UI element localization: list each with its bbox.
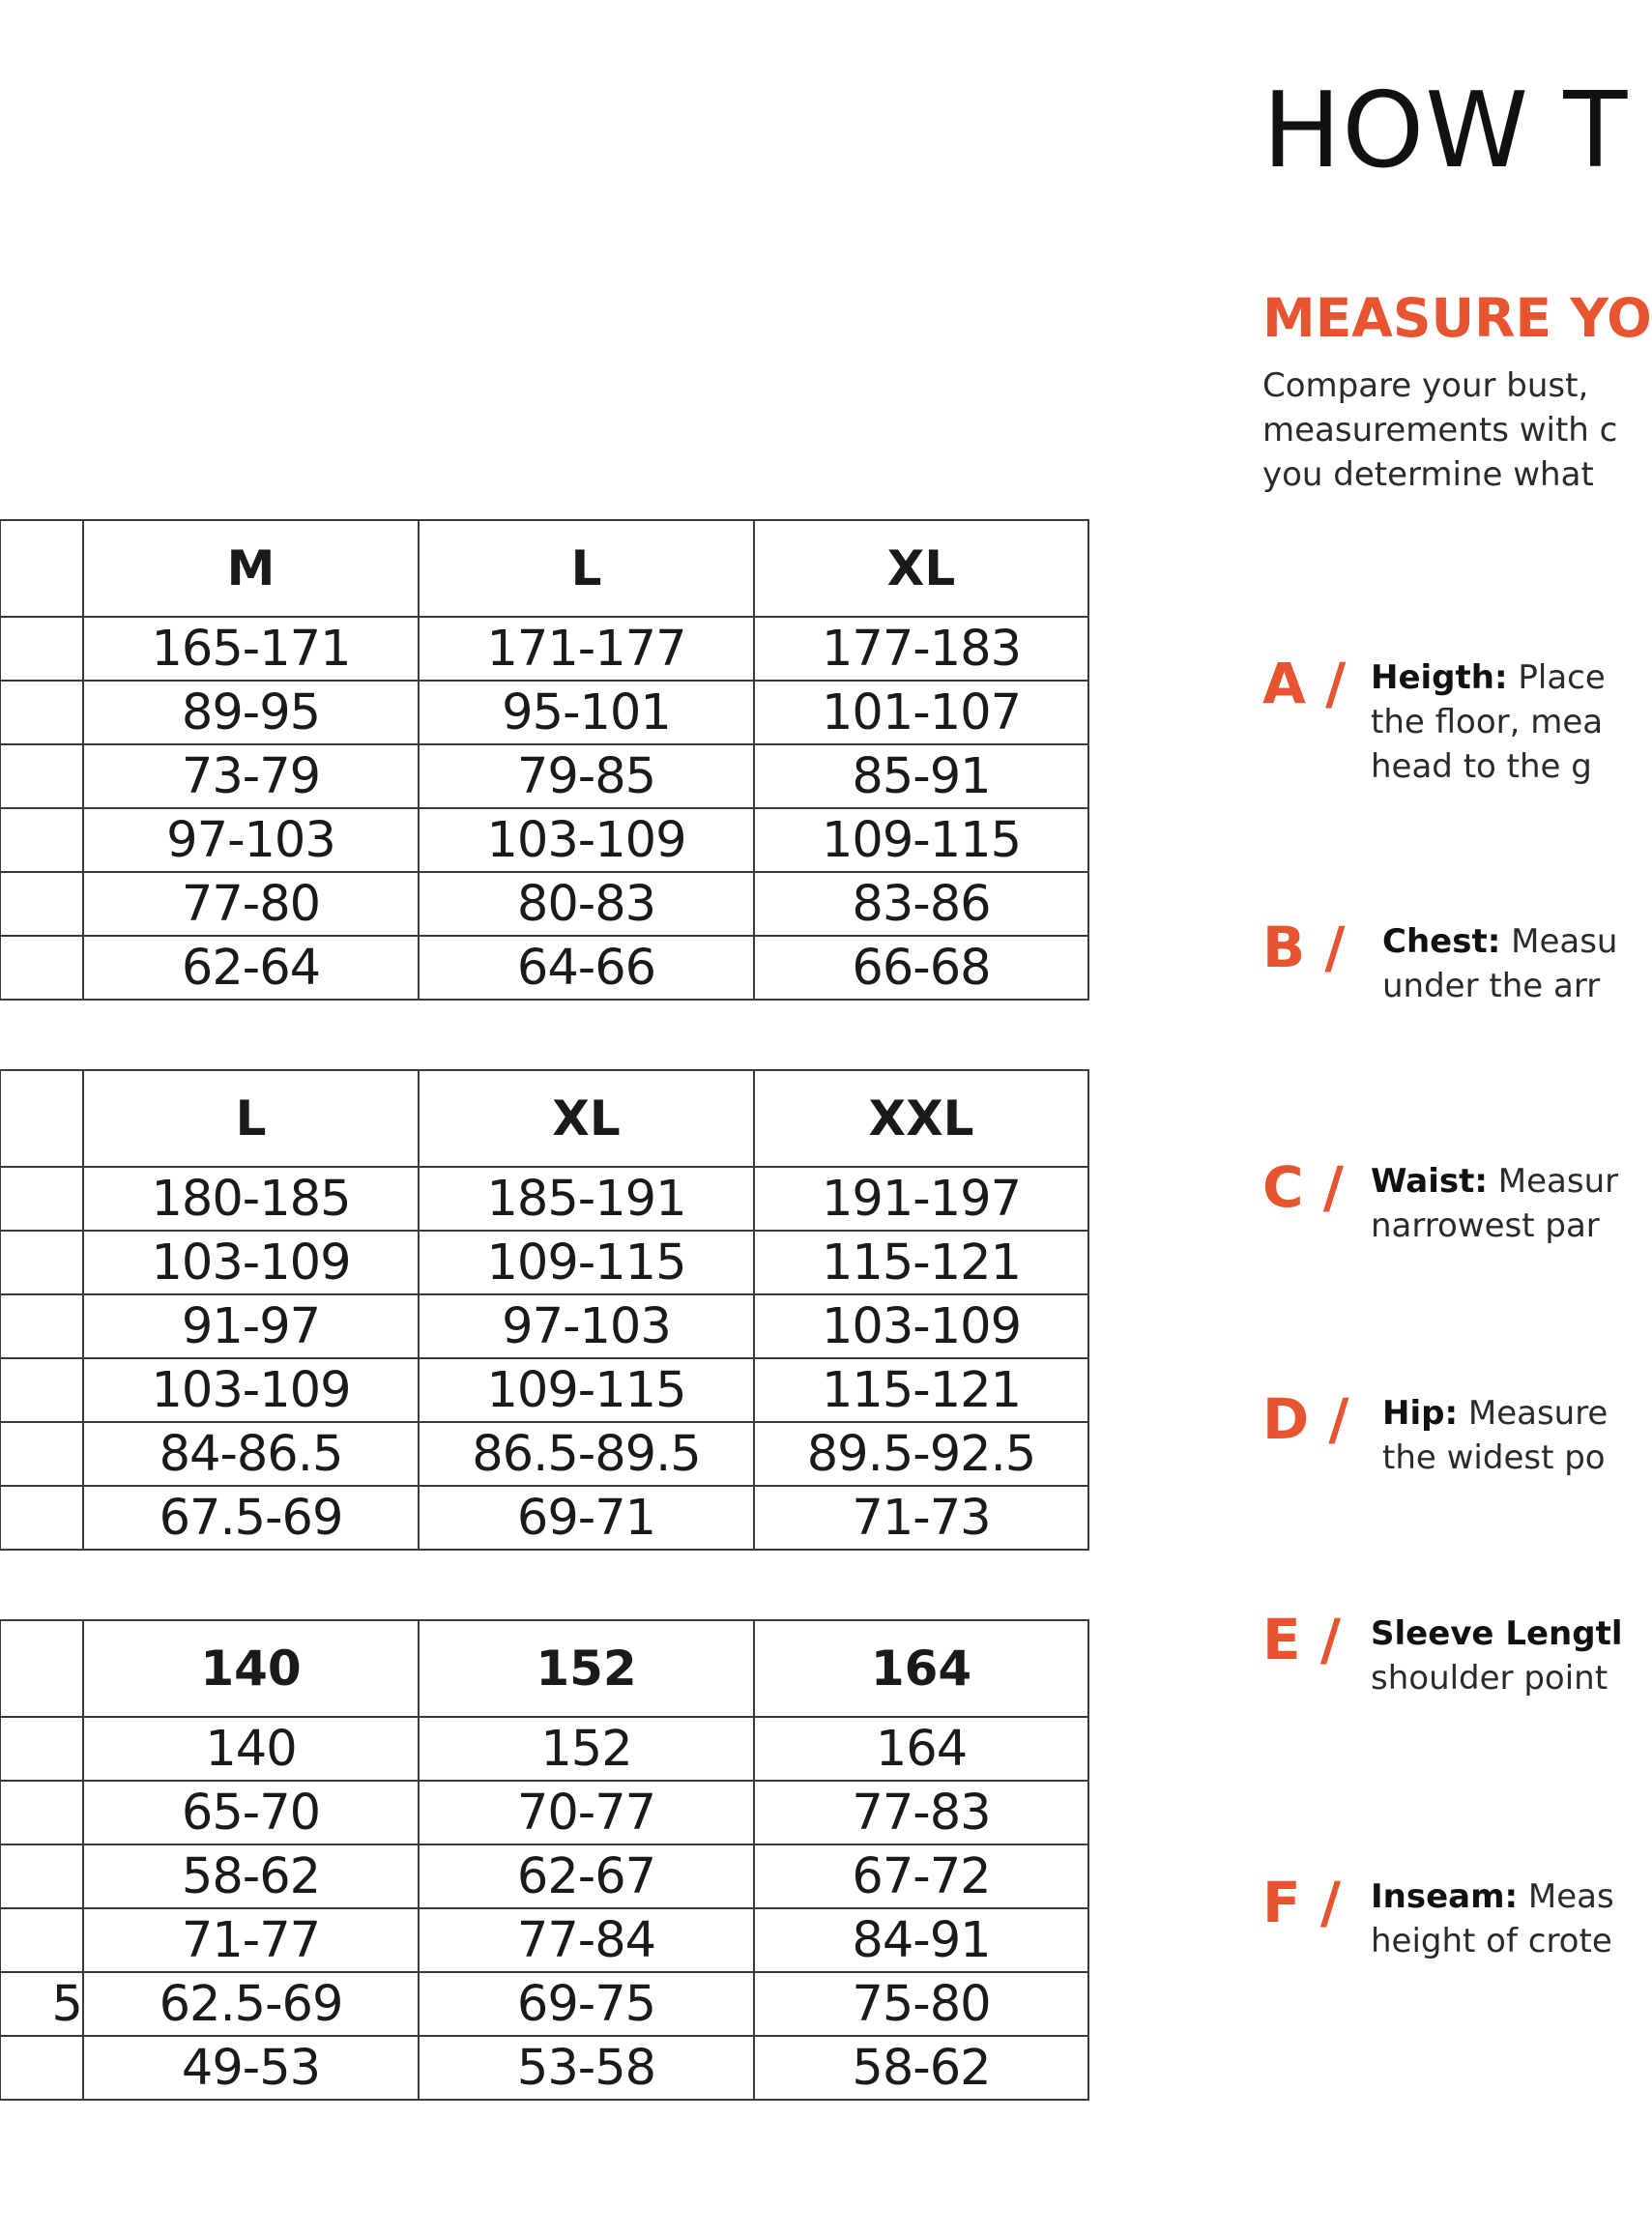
table-cell: 89-95	[83, 681, 419, 744]
table-cell: 71-77	[83, 1908, 419, 1972]
table-cell: 177-183	[754, 617, 1088, 681]
table-cell: 191-197	[754, 1167, 1088, 1231]
step-d-line: Measure	[1458, 1394, 1609, 1433]
table-cell: 49-53	[83, 2036, 419, 2100]
step-d-line: the widest po	[1382, 1438, 1606, 1477]
table-cell: 84-91	[754, 1908, 1088, 1972]
table-cell	[0, 1358, 83, 1422]
table-cell: 71-73	[754, 1486, 1088, 1550]
table-row	[0, 744, 1088, 808]
table-cell: 103-109	[754, 1294, 1088, 1358]
step-c-marker: C /	[1262, 1154, 1344, 1220]
header-cell: L	[83, 1070, 419, 1167]
table-cell: 97-103	[419, 1294, 754, 1358]
table-cell: 115-121	[754, 1231, 1088, 1294]
table-cell: 140	[83, 1717, 419, 1781]
table-cell: 84-86.5	[83, 1422, 419, 1486]
table-cell: 95-101	[419, 681, 754, 744]
table-cell: 109-115	[754, 808, 1088, 872]
table-cell: 5	[0, 1972, 83, 2036]
table-cell: 77-84	[419, 1908, 754, 1972]
step-f-line: Meas	[1518, 1877, 1614, 1916]
table-row	[0, 1422, 1088, 1486]
table-row	[0, 1486, 1088, 1550]
table-cell	[0, 744, 83, 808]
table-cell: 97-103	[83, 808, 419, 872]
table-cell	[0, 1486, 83, 1550]
table-cell: 80-83	[419, 872, 754, 936]
table-row	[0, 681, 1088, 744]
table-cell: 91-97	[83, 1294, 419, 1358]
step-b-text	[1382, 919, 1617, 1008]
table-cell: 164	[754, 1717, 1088, 1781]
table-cell: 73-79	[83, 744, 419, 808]
header-cell: 152	[419, 1620, 754, 1717]
table-cell: 67.5-69	[83, 1486, 419, 1550]
step-c-line: narrowest par	[1371, 1206, 1600, 1245]
table-row	[0, 2036, 1088, 2100]
table-cell: 115-121	[754, 1358, 1088, 1422]
table-cell: 53-58	[419, 2036, 754, 2100]
table-cell	[0, 617, 83, 681]
table-cell: 77-80	[83, 872, 419, 936]
intro-paragraph	[1262, 363, 1617, 497]
table-row	[0, 1972, 1088, 2036]
intro-line: Compare your bust,	[1262, 366, 1589, 405]
step-f-marker: F /	[1262, 1870, 1341, 1935]
size-table-adult-1	[0, 519, 1089, 1001]
step-a-label: Heigth:	[1371, 658, 1508, 697]
table-cell	[0, 1781, 83, 1844]
section-subtitle: MEASURE YO	[1262, 287, 1652, 349]
step-a-line: Place	[1507, 658, 1606, 697]
intro-line: measurements with c	[1262, 411, 1618, 450]
intro-line: you determine what	[1262, 455, 1594, 494]
size-table-kids	[0, 1619, 1089, 2101]
table-cell: 62.5-69	[83, 1972, 419, 2036]
table-cell: 58-62	[83, 1844, 419, 1908]
step-b-line: under the arr	[1382, 967, 1601, 1005]
table-cell: 89.5-92.5	[754, 1422, 1088, 1486]
table-cell: 75-80	[754, 1972, 1088, 2036]
step-e-label: Sleeve Lengtl	[1371, 1614, 1623, 1653]
step-b-label: Chest:	[1382, 922, 1501, 961]
table-row	[0, 1717, 1088, 1781]
table-cell	[0, 1167, 83, 1231]
table-cell	[0, 1908, 83, 1972]
table-cell: 62-67	[419, 1844, 754, 1908]
step-c-label: Waist:	[1371, 1162, 1488, 1201]
step-e-marker: E /	[1262, 1607, 1341, 1672]
table-cell: 103-109	[83, 1231, 419, 1294]
table-cell	[0, 808, 83, 872]
table-cell: 109-115	[419, 1231, 754, 1294]
table-cell: 86.5-89.5	[419, 1422, 754, 1486]
table-cell: 58-62	[754, 2036, 1088, 2100]
table-row	[0, 1358, 1088, 1422]
step-c-line: Measur	[1487, 1162, 1619, 1201]
step-b-line: Measu	[1500, 922, 1618, 961]
header-cell: 164	[754, 1620, 1088, 1717]
step-f-text	[1371, 1874, 1614, 1963]
table-row	[0, 1294, 1088, 1358]
table-cell: 165-171	[83, 617, 419, 681]
header-cell: M	[83, 520, 419, 617]
table-cell: 83-86	[754, 872, 1088, 936]
table-cell: 109-115	[419, 1358, 754, 1422]
step-a-line: head to the g	[1371, 747, 1592, 786]
table-cell: 79-85	[419, 744, 754, 808]
size-table-adult-2	[0, 1069, 1089, 1551]
table-cell: 69-75	[419, 1972, 754, 2036]
table-cell: 101-107	[754, 681, 1088, 744]
table-row	[0, 1781, 1088, 1844]
table-row	[0, 1908, 1088, 1972]
table-cell	[0, 936, 83, 1000]
step-a-line: the floor, mea	[1371, 703, 1604, 741]
table-row	[0, 936, 1088, 1000]
step-c-text	[1371, 1159, 1618, 1248]
header-cell: XL	[419, 1070, 754, 1167]
table-cell	[0, 1294, 83, 1358]
header-cell	[0, 1620, 83, 1717]
header-cell: XXL	[754, 1070, 1088, 1167]
table-cell: 65-70	[83, 1781, 419, 1844]
table-cell: 62-64	[83, 936, 419, 1000]
table-cell: 70-77	[419, 1781, 754, 1844]
table-cell	[0, 1844, 83, 1908]
table-row	[0, 808, 1088, 872]
table-cell: 180-185	[83, 1167, 419, 1231]
step-f-label: Inseam:	[1371, 1877, 1519, 1916]
table-row	[0, 872, 1088, 936]
table-cell	[0, 1422, 83, 1486]
table-cell	[0, 681, 83, 744]
table-cell	[0, 1717, 83, 1781]
header-cell: 140	[83, 1620, 419, 1717]
table-header-row	[0, 520, 1088, 617]
table-cell: 152	[419, 1717, 754, 1781]
step-a-marker: A /	[1262, 651, 1347, 716]
table-cell	[0, 872, 83, 936]
header-cell: L	[419, 520, 754, 617]
table-cell: 77-83	[754, 1781, 1088, 1844]
table-cell	[0, 2036, 83, 2100]
table-cell: 85-91	[754, 744, 1088, 808]
step-e-text	[1371, 1612, 1623, 1700]
step-a-text	[1371, 655, 1606, 789]
step-d-label: Hip:	[1382, 1394, 1459, 1433]
table-row	[0, 1167, 1088, 1231]
table-cell: 171-177	[419, 617, 754, 681]
step-e-line: shoulder point	[1371, 1659, 1609, 1698]
step-d-marker: D /	[1262, 1386, 1349, 1452]
table-cell: 64-66	[419, 936, 754, 1000]
table-cell	[0, 1231, 83, 1294]
table-header-row	[0, 1620, 1088, 1717]
header-cell	[0, 1070, 83, 1167]
table-cell: 67-72	[754, 1844, 1088, 1908]
table-row	[0, 617, 1088, 681]
header-cell	[0, 520, 83, 617]
page-title: HOW T	[1262, 71, 1629, 191]
table-header-row	[0, 1070, 1088, 1167]
table-cell: 185-191	[419, 1167, 754, 1231]
table-row	[0, 1231, 1088, 1294]
header-cell: XL	[754, 520, 1088, 617]
step-b-marker: B /	[1262, 915, 1346, 980]
step-f-line: height of crote	[1371, 1922, 1612, 1960]
table-cell: 103-109	[83, 1358, 419, 1422]
table-row	[0, 1844, 1088, 1908]
table-cell: 69-71	[419, 1486, 754, 1550]
table-cell: 66-68	[754, 936, 1088, 1000]
step-d-text	[1382, 1391, 1608, 1480]
table-cell: 103-109	[419, 808, 754, 872]
